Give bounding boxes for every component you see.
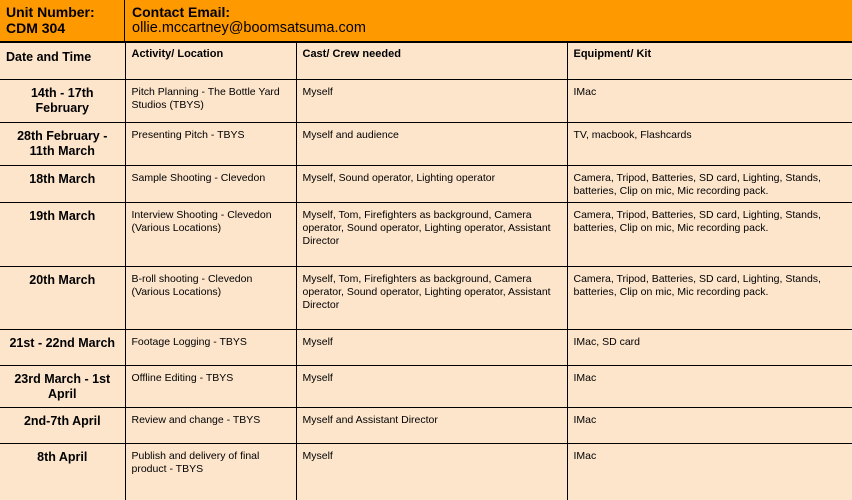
row-cast: Myself [296,80,567,123]
table-row [0,80,852,123]
table-row [0,330,852,366]
unit-number-label: Unit Number: [6,4,95,20]
unit-number-value: CDM 304 [6,20,66,36]
row-equipment: IMac [567,366,852,408]
table-row [0,444,852,500]
table-row [0,123,852,166]
table-row [0,408,852,444]
row-date: 21st - 22nd March [0,330,125,366]
table-row [0,166,852,203]
contact-email-label: Contact Email: [132,4,231,20]
unit-number-cell [0,0,125,42]
row-equipment: TV, macbook, Flashcards [567,123,852,166]
row-date: 18th March [0,166,125,203]
row-cast: Myself, Tom, Firefighters as background, Camera operator, Sound operator, Lighting operator, Assistant Director [296,203,567,267]
row-activity: Footage Logging - TBYS [125,330,296,366]
contact-email-value: ollie.mccartney@boomsatsuma.com [132,20,366,36]
row-date: 20th March [0,267,125,330]
row-equipment: IMac [567,408,852,444]
schedule-table [0,42,852,500]
row-cast: Myself and audience [296,123,567,166]
row-cast: Myself, Sound operator, Lighting operator [296,166,567,203]
column-header-cast: Cast/ Crew needed [296,43,567,80]
row-date: 2nd-7th April [0,408,125,444]
row-activity: Pitch Planning - The Bottle Yard Studios (TBYS) [125,80,296,123]
column-header-activity: Activity/ Location [125,43,296,80]
column-header-equipment: Equipment/ Kit [567,43,852,80]
row-cast: Myself [296,366,567,408]
column-header-date: Date and Time [0,43,125,80]
row-activity: Sample Shooting - Clevedon [125,166,296,203]
row-date: 14th - 17th February [0,80,125,123]
row-equipment: Camera, Tripod, Batteries, SD card, Lighting, Stands, batteries, Clip on mic, Mic recording pack. [567,203,852,267]
row-date: 23rd March - 1st April [0,366,125,408]
row-equipment: Camera, Tripod, Batteries, SD card, Lighting, Stands, batteries, Clip on mic, Mic recording pack. [567,267,852,330]
row-equipment: IMac [567,444,852,500]
row-activity: Publish and delivery of final product - TBYS [125,444,296,500]
row-cast: Myself and Assistant Director [296,408,567,444]
row-activity: Review and change - TBYS [125,408,296,444]
row-equipment: IMac [567,80,852,123]
row-equipment: IMac, SD card [567,330,852,366]
row-activity: Offline Editing - TBYS [125,366,296,408]
row-cast: Myself [296,444,567,500]
table-row [0,267,852,330]
row-equipment: Camera, Tripod, Batteries, SD card, Lighting, Stands, batteries, Clip on mic, Mic recording pack. [567,166,852,203]
contact-email-cell [125,0,852,42]
row-date: 19th March [0,203,125,267]
header-bar [0,0,852,42]
row-activity: Presenting Pitch - TBYS [125,123,296,166]
table-row [0,366,852,408]
column-header-row [0,43,852,80]
row-activity: Interview Shooting - Clevedon (Various Locations) [125,203,296,267]
row-cast: Myself [296,330,567,366]
row-date: 28th February - 11th March [0,123,125,166]
row-cast: Myself, Tom, Firefighters as background, Camera operator, Sound operator, Lighting operator, Assistant Director [296,267,567,330]
row-date: 8th April [0,444,125,500]
row-activity: B-roll shooting - Clevedon (Various Locations) [125,267,296,330]
table-row [0,203,852,267]
